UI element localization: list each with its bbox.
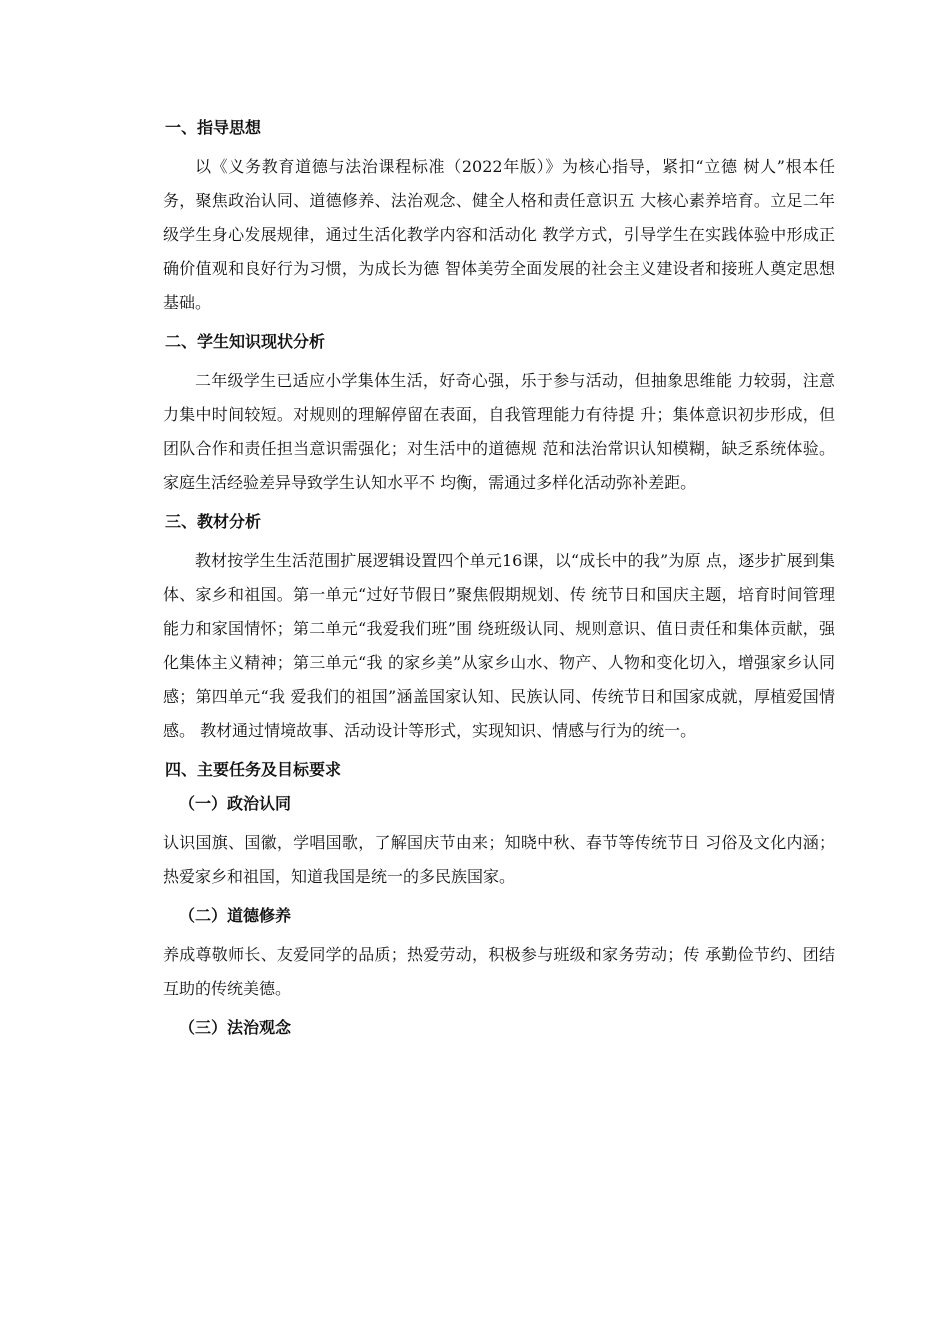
subsection-body-moral-cultivation: 养成尊敬师长、友爱同学的品质；热爱劳动，积极参与班级和家务劳动；传 承勤俭节约、团结互助的传统美德。 [163, 945, 835, 998]
section-heading-student-analysis: 二、学生知识现状分析 [165, 332, 326, 351]
subsection-heading-moral-cultivation: （二）道德修养 [179, 906, 292, 925]
section-heading-guiding-ideology: 一、指导思想 [165, 118, 262, 137]
subsection-heading-rule-of-law: （三）法治观念 [179, 1018, 292, 1037]
section-body-student-analysis: 二年级学生已适应小学集体生活，好奇心强，乐于参与活动，但抽象思维能 力较弱，注意力集中时间较短。对规则的理解停留在表面，自我管理能力有待提 升；集体意识初步形成，但团队合作和责任担当意识需强化；对生活中的道德规 范和法治常识认知模糊，缺乏系统体验。家庭生活经验差异导致学生认知水平不 均衡，需通过多样化活动弥补差距。 [163, 371, 835, 492]
subsection-body-political-identity: 认识国旗、国徽，学唱国歌，了解国庆节由来；知晓中秋、春节等传统节日 习俗及文化内涵；热爱家乡和祖国，知道我国是统一的多民族国家。 [163, 833, 835, 886]
section-body-guiding-ideology: 以《义务教育道德与法治课程标准（2022年版）》为核心指导，紧扣“立德 树人”根本任务，聚焦政治认同、道德修养、法治观念、健全人格和责任意识五 大核心素养培育。立足二年级学生身心发展规律，通过生活化教学内容和活动化 教学方式，引导学生在实践体验中形成正确价值观和良好行为习惯，为成长为德 智体美劳全面发展的社会主义建设者和接班人奠定思想基础。 [163, 157, 835, 312]
document-content [163, 116, 835, 1050]
section-heading-main-tasks: 四、主要任务及目标要求 [165, 760, 342, 779]
section-body-textbook-analysis: 教材按学生生活范围扩展逻辑设置四个单元16课，以“成长中的我”为原 点，逐步扩展到集体、家乡和祖国。第一单元“过好节假日”聚焦假期规划、传 统节日和国庆主题，培育时间管理能力和家国情怀；第二单元“我爱我们班”围 绕班级认同、规则意识、值日责任和集体贡献，强化集体主义精神；第三单元“我 的家乡美”从家乡山水、物产、人物和变化切入，增强家乡认同感；第四单元“我 爱我们的祖国”涵盖国家认知、民族认同、传统节日和国家成就，厚植爱国情感。 教材通过情境故事、活动设计等形式，实现知识、情感与行为的统一。 [163, 551, 835, 740]
subsection-heading-political-identity: （一）政治认同 [179, 794, 292, 813]
section-heading-textbook-analysis: 三、教材分析 [165, 512, 262, 531]
